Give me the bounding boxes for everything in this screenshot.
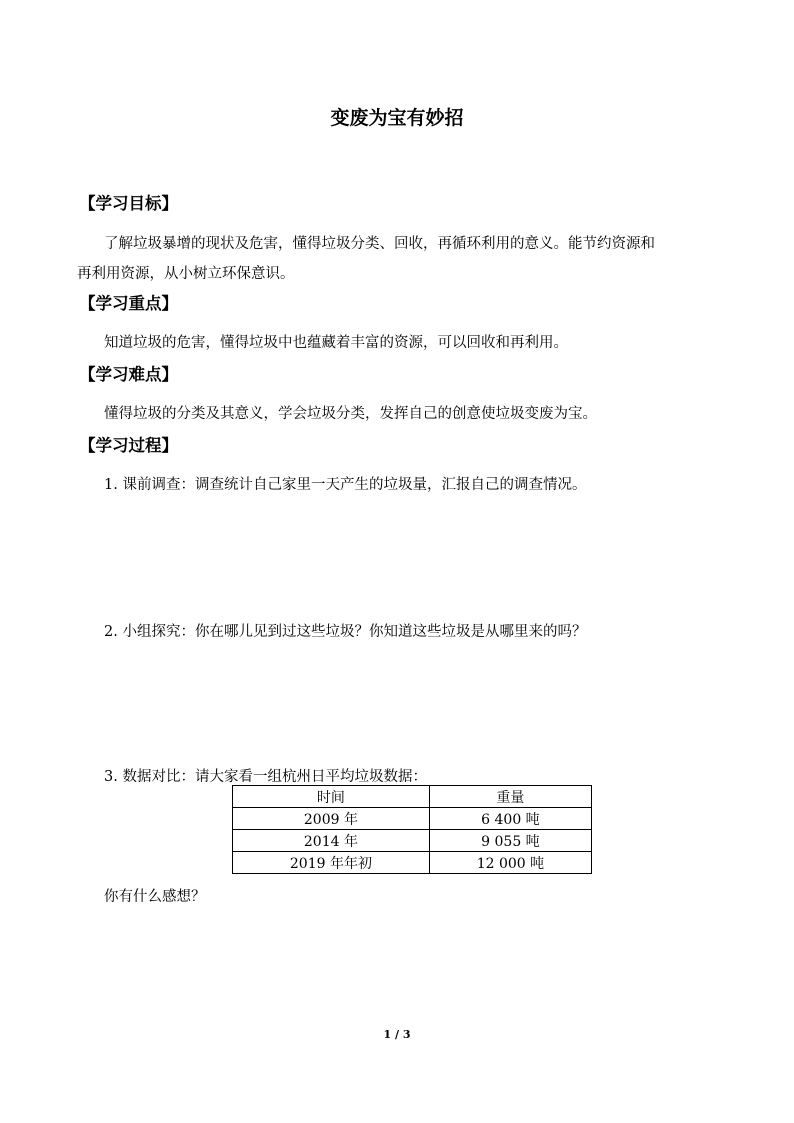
process-question: 你有什么感想？ [104, 889, 206, 905]
table-row [233, 808, 592, 830]
table-cell: 2014 年 [233, 830, 430, 852]
section-heading-focus: 【学习重点】 [79, 294, 178, 313]
goal-text-line-2: 再利用资源，从小树立环保意识。 [77, 266, 295, 282]
process-item-1: 1. 课前调查：调查统计自己家里一天产生的垃圾量，汇报自己的调查情况。 [104, 477, 587, 493]
table-header-cell: 重量 [429, 786, 591, 808]
garbage-data-table [232, 785, 592, 874]
table-cell: 12 000 吨 [429, 852, 591, 874]
table-cell: 2009 年 [233, 808, 430, 830]
table-cell: 2019 年年初 [233, 852, 430, 874]
table-cell: 6 400 吨 [429, 808, 591, 830]
page-number: 1 / 3 [383, 1028, 411, 1041]
table-header-cell: 时间 [233, 786, 430, 808]
process-item-2: 2. 小组探究：你在哪儿见到过这些垃圾？你知道这些垃圾是从哪里来的吗？ [104, 624, 587, 640]
section-heading-process: 【学习过程】 [79, 436, 178, 455]
page-title: 变废为宝有妙招 [330, 107, 464, 129]
process-item-3: 3. 数据对比：请大家看一组杭州日平均垃圾数据： [104, 769, 427, 785]
goal-text-line-1: 了解垃圾暴增的现状及危害，懂得垃圾分类、回收，再循环利用的意义。能节约资源和 [104, 236, 655, 252]
focus-text: 知道垃圾的危害，懂得垃圾中也蕴藏着丰富的资源，可以回收和再利用。 [104, 335, 568, 351]
table-row [233, 830, 592, 852]
section-heading-goal: 【学习目标】 [79, 194, 178, 213]
table-cell: 9 055 吨 [429, 830, 591, 852]
table-row [233, 852, 592, 874]
difficulty-text: 懂得垃圾的分类及其意义，学会垃圾分类，发挥自己的创意使垃圾变废为宝。 [104, 406, 597, 422]
section-heading-difficulty: 【学习难点】 [79, 365, 178, 384]
table-header-row [233, 786, 592, 808]
